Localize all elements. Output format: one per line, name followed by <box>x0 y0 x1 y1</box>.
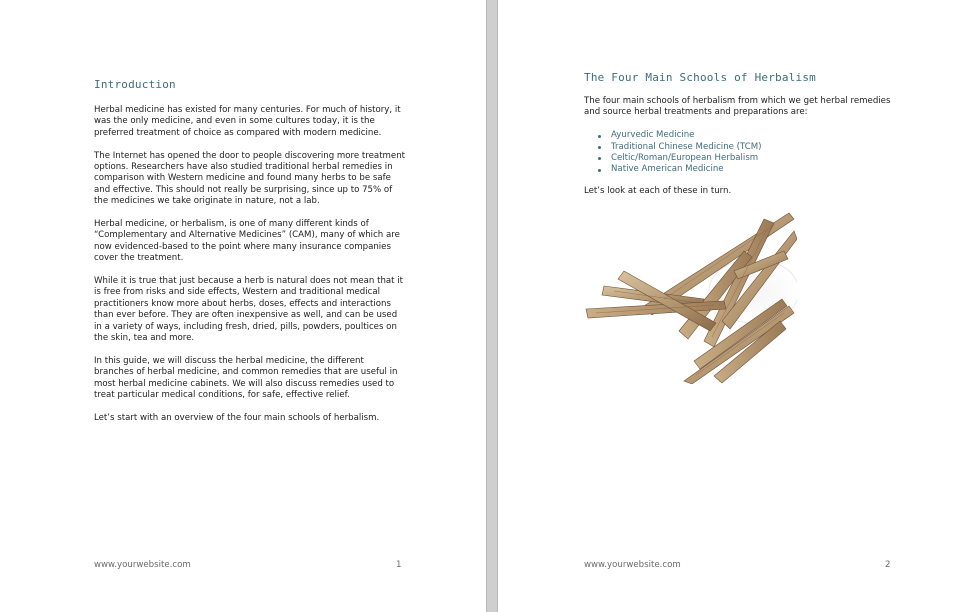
introduction-body <box>94 105 406 436</box>
paragraph: Herbal medicine has existed for many centuries. For much of history, it was the only medicine, and even in some cultures today, it is the preferred treatment of choice as compared with modern medicine. <box>94 105 401 138</box>
page-gap <box>487 0 497 612</box>
intro-paragraph: The four main schools of herbalism from which we get herbal remedies and source herbal treatments and preparations are: <box>584 96 891 118</box>
section-heading-introduction: Introduction <box>94 78 176 91</box>
paragraph: Herbal medicine, or herbalism, is one of many different kinds of “Complementary and Alternative Medicines” (CAM), many of which are now evidenced-based to the point where many insurance companies cover the treatment. <box>94 219 400 264</box>
document-page-1 <box>0 0 487 612</box>
paragraph: Let’s start with an overview of the four main schools of herbalism. <box>94 412 380 423</box>
paragraph: While it is true that just because a herb is natural does not mean that it is free from risks and side effects, Western and traditional medical practitioners know more about herbs, doses, effects and interactions than ever before. They are often inexpensive as well, and can be used in a variety of ways, including fresh, dried, pills, powders, poultices on the skin, tea and more. <box>94 276 404 344</box>
four-schools-body <box>584 96 894 209</box>
list-item: Celtic/Roman/European Herbalism <box>584 153 894 164</box>
section-heading-four-schools: The Four Main Schools of Herbalism <box>584 71 816 84</box>
list-item: Traditional Chinese Medicine (TCM) <box>584 142 894 153</box>
page-number: 2 <box>885 560 891 570</box>
page-footer-url: www.yourwebsite.com <box>584 560 681 570</box>
document-page-2 <box>497 0 980 612</box>
dried-bark-illustration <box>584 211 797 384</box>
paragraph: In this guide, we will discuss the herbal medicine, the different branches of herbal medicine, and common remedies that are useful in most herbal medicine cabinets. We will also discuss remedies used to treat particular medical conditions, for safe, effective relief. <box>94 355 398 401</box>
closing-paragraph: Let’s look at each of these in turn. <box>584 186 732 197</box>
herbal-roots-image <box>584 211 797 384</box>
page-number: 1 <box>396 560 402 570</box>
list-item: Native American Medicine <box>584 164 894 175</box>
page-footer-url: www.yourwebsite.com <box>94 560 191 570</box>
list-item: Ayurvedic Medicine <box>584 130 894 141</box>
paragraph: The Internet has opened the door to people discovering more treatment options. Researchers have also studied traditional herbal remedies in comparison with Western medicine and found many herbs to be safe and effective. This should not really be surprising, since up to 75% of the medicines we take originate in nature, not a lab. <box>94 150 406 207</box>
schools-list <box>584 130 894 175</box>
